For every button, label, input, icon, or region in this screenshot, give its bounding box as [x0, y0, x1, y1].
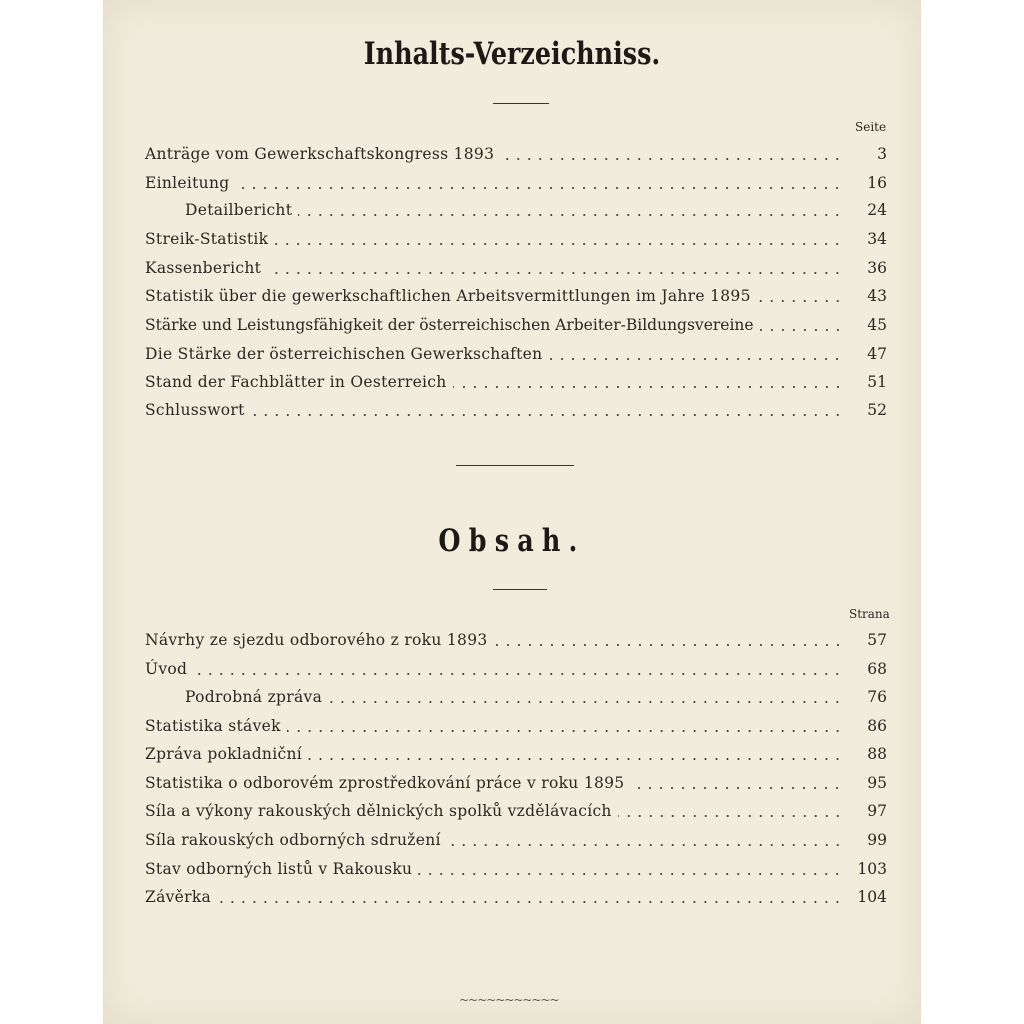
leader-dots	[500, 158, 843, 160]
tail-ornament: ~~~~~~~~~~~	[459, 993, 559, 1007]
toc-entry-label: Stand der Fachblätter in Oesterreich	[145, 373, 447, 391]
german-toc-title: Inhalts-Verzeichniss.	[363, 36, 661, 72]
toc-entry[interactable]	[145, 370, 887, 392]
toc-entry-label: Detailbericht	[185, 201, 293, 219]
toc-entry[interactable]	[145, 885, 887, 907]
title-underline-de	[493, 103, 549, 104]
toc-entry[interactable]	[145, 171, 887, 193]
section-divider	[456, 465, 574, 466]
toc-entry-page: 104	[857, 888, 887, 906]
toc-entry-page: 88	[867, 745, 887, 763]
leader-dots	[274, 243, 843, 245]
toc-entry[interactable]	[145, 742, 887, 764]
toc-entry-label: Statistika o odborovém zprostředkování práce v roku 1895	[145, 774, 625, 792]
leader-dots	[447, 844, 843, 846]
leader-dots	[494, 644, 843, 646]
toc-entry-label: Die Stärke der österreichischen Gewerkschaften	[145, 345, 543, 363]
leader-dots	[251, 414, 843, 416]
toc-entry-label: Závěrka	[145, 888, 212, 906]
title-underline-cz	[493, 589, 547, 590]
czech-toc-title: Obsah.	[438, 523, 586, 559]
toc-entry-page: 34	[867, 230, 887, 248]
toc-entry-label: Síla rakouských odborných sdružení	[145, 831, 441, 849]
toc-entry[interactable]	[145, 256, 887, 278]
toc-entry-page: 99	[867, 831, 887, 849]
toc-entry[interactable]	[145, 313, 887, 335]
leader-dots	[618, 815, 843, 817]
toc-entry[interactable]	[145, 398, 887, 420]
toc-entry-label: Streik-Statistik	[145, 230, 269, 248]
toc-entry-page: 86	[867, 717, 887, 735]
toc-entry-page: 3	[877, 145, 887, 163]
leader-dots	[193, 673, 843, 675]
toc-entry-label: Zpráva pokladniční	[145, 745, 302, 763]
toc-entry-label: Statistik über die gewerkschaftlichen Arbeitsvermittlungen im Jahre 1895	[145, 287, 751, 305]
czech-page-column-head: Strana	[849, 607, 890, 621]
toc-entry-page: 43	[867, 287, 887, 305]
toc-entry-label: Stav odborných listů v Rakousku	[145, 860, 413, 878]
toc-entry-page: 103	[857, 860, 887, 878]
toc-entry-label: Anträge vom Gewerkschaftskongress 1893	[145, 145, 495, 163]
toc-entry[interactable]	[145, 828, 887, 850]
german-page-column-head: Seite	[855, 120, 887, 134]
toc-entry-label: Návrhy ze sjezdu odborového z roku 1893	[145, 631, 488, 649]
toc-entry-page: 47	[867, 345, 887, 363]
leader-dots	[630, 787, 843, 789]
toc-entry-label: Úvod	[145, 660, 188, 678]
toc-entry-page: 95	[867, 774, 887, 792]
leader-dots	[757, 300, 843, 302]
leader-dots	[235, 187, 843, 189]
leader-dots	[217, 901, 843, 903]
toc-entry-page: 68	[867, 660, 887, 678]
toc-entry[interactable]	[145, 657, 887, 679]
toc-entry-page: 16	[867, 174, 887, 192]
leader-dots	[287, 730, 843, 732]
leader-dots	[298, 214, 843, 216]
toc-entry-page: 57	[867, 631, 887, 649]
leader-dots	[453, 386, 843, 388]
toc-entry-label: Schlusswort	[145, 401, 245, 419]
toc-entry-label: Kassenbericht	[145, 259, 262, 277]
document-page	[103, 0, 921, 1024]
toc-entry[interactable]	[145, 227, 887, 249]
leader-dots	[308, 758, 843, 760]
toc-entry-label: Einleitung	[145, 174, 230, 192]
toc-entry[interactable]	[145, 857, 887, 879]
toc-entry[interactable]	[145, 198, 887, 220]
leader-dots	[267, 272, 843, 274]
toc-entry-page: 51	[867, 373, 887, 391]
toc-entry[interactable]	[145, 799, 887, 821]
toc-entry[interactable]	[145, 685, 887, 707]
toc-entry-page: 36	[867, 259, 887, 277]
toc-entry-page: 45	[867, 316, 887, 334]
toc-entry-page: 97	[867, 802, 887, 820]
toc-entry-page: 76	[867, 688, 887, 706]
toc-entry-page: 52	[867, 401, 887, 419]
toc-entry[interactable]	[145, 771, 887, 793]
toc-entry[interactable]	[145, 342, 887, 364]
toc-entry[interactable]	[145, 284, 887, 306]
toc-entry[interactable]	[145, 142, 887, 164]
toc-entry-label: Statistika stávek	[145, 717, 281, 735]
toc-entry[interactable]	[145, 714, 887, 736]
toc-entry-label: Stärke und Leistungsfähigkeit der österreichischen Arbeiter-Bildungsvereine	[145, 316, 754, 334]
leader-dots	[328, 701, 843, 703]
toc-entry-label: Podrobná zpráva	[185, 688, 323, 706]
toc-entry[interactable]	[145, 628, 887, 650]
leader-dots	[548, 358, 843, 360]
toc-entry-label: Síla a výkony rakouských dělnických spolků vzdělávacích	[145, 802, 612, 820]
toc-entry-page: 24	[867, 201, 887, 219]
leader-dots	[418, 873, 843, 875]
leader-dots	[760, 329, 843, 331]
